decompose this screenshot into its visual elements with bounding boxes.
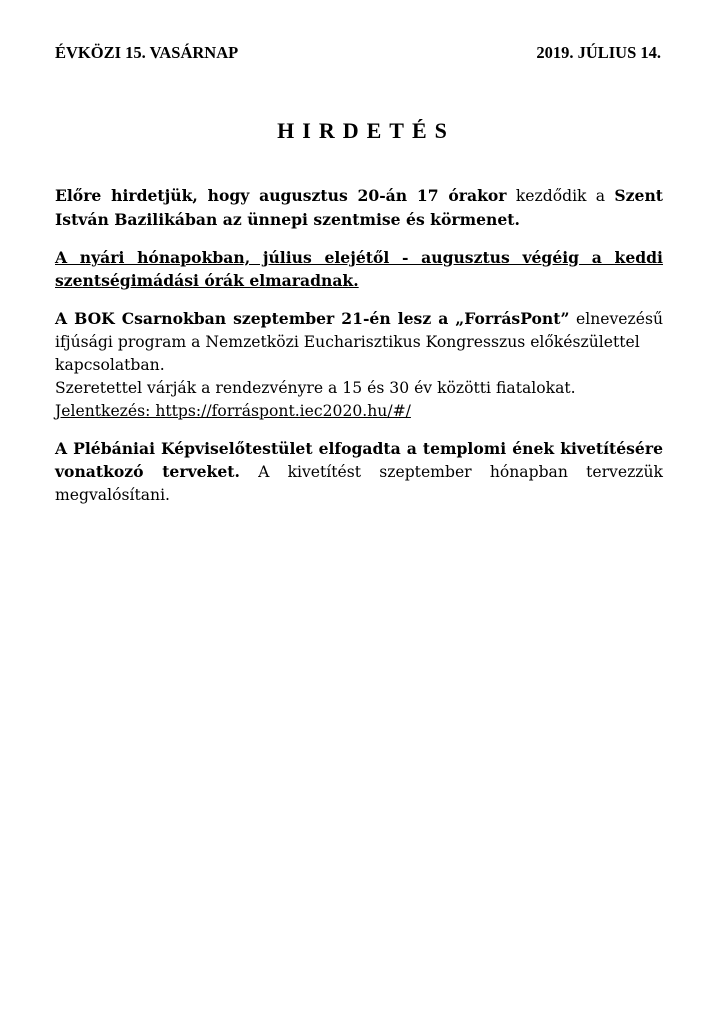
announcement-4-line-3: megvalósítani. [55,486,171,504]
registration-link[interactable]: Jelentkezés: https://forráspont.iec2020.hu/#/ [55,402,411,420]
announcement-4-bold: vonatkozó terveket. [55,462,240,481]
announcement-4-text: A kivetítést szeptember hónapban tervezzük [239,463,663,481]
announcement-1-bold-a: Előre hirdetjük, hogy augusztus 20-án 17 órakor [55,186,507,205]
page-header [55,43,663,63]
announcement-2-line-1: A nyári hónapokban, július elejétől - augusztus végéig a keddi [55,248,663,267]
announcement-3-line-3: kapcsolatban. [55,356,165,374]
announcement-1-line-1 [55,184,663,208]
announcement-1-line-2: István Bazilikában az ünnepi szentmise és körmenet. [55,210,520,229]
announcement-4 [55,437,663,507]
announcement-2 [55,246,663,293]
announcement-3 [55,307,663,423]
announcement-1 [55,184,663,232]
header-date: 2019. JÚLIUS 14. [536,43,661,62]
announcement-3-line-4: Szeretettel várják a rendezvényre a 15 és 30 év közötti fiatalokat. [55,379,576,397]
announcement-1-bold-b: Szent [614,186,663,205]
announcement-4-line-2 [55,460,663,484]
announcement-3-line-1 [55,307,663,331]
page-title: HIRDETÉS [277,118,455,143]
liturgical-day: ÉVKÖZI 15. VASÁRNAP [55,43,239,62]
announcement-3-line-2: ifjúsági program a Nemzetközi Eucharisztikus Kongresszus előkészülettel [55,333,640,351]
announcement-1-text: kezdődik a [506,187,615,205]
announcement-body [55,184,663,521]
announcement-3-bold: A BOK Csarnokban szeptember 21-én lesz a „ForrásPont” [55,309,570,328]
announcement-3-text: elnevezésű [569,310,663,328]
announcement-2-line-2: szentségimádási órák elmaradnak. [55,271,359,290]
announcement-4-line-1: A Plébániai Képviselőtestület elfogadta a templomi ének kivetítésére [55,439,663,458]
